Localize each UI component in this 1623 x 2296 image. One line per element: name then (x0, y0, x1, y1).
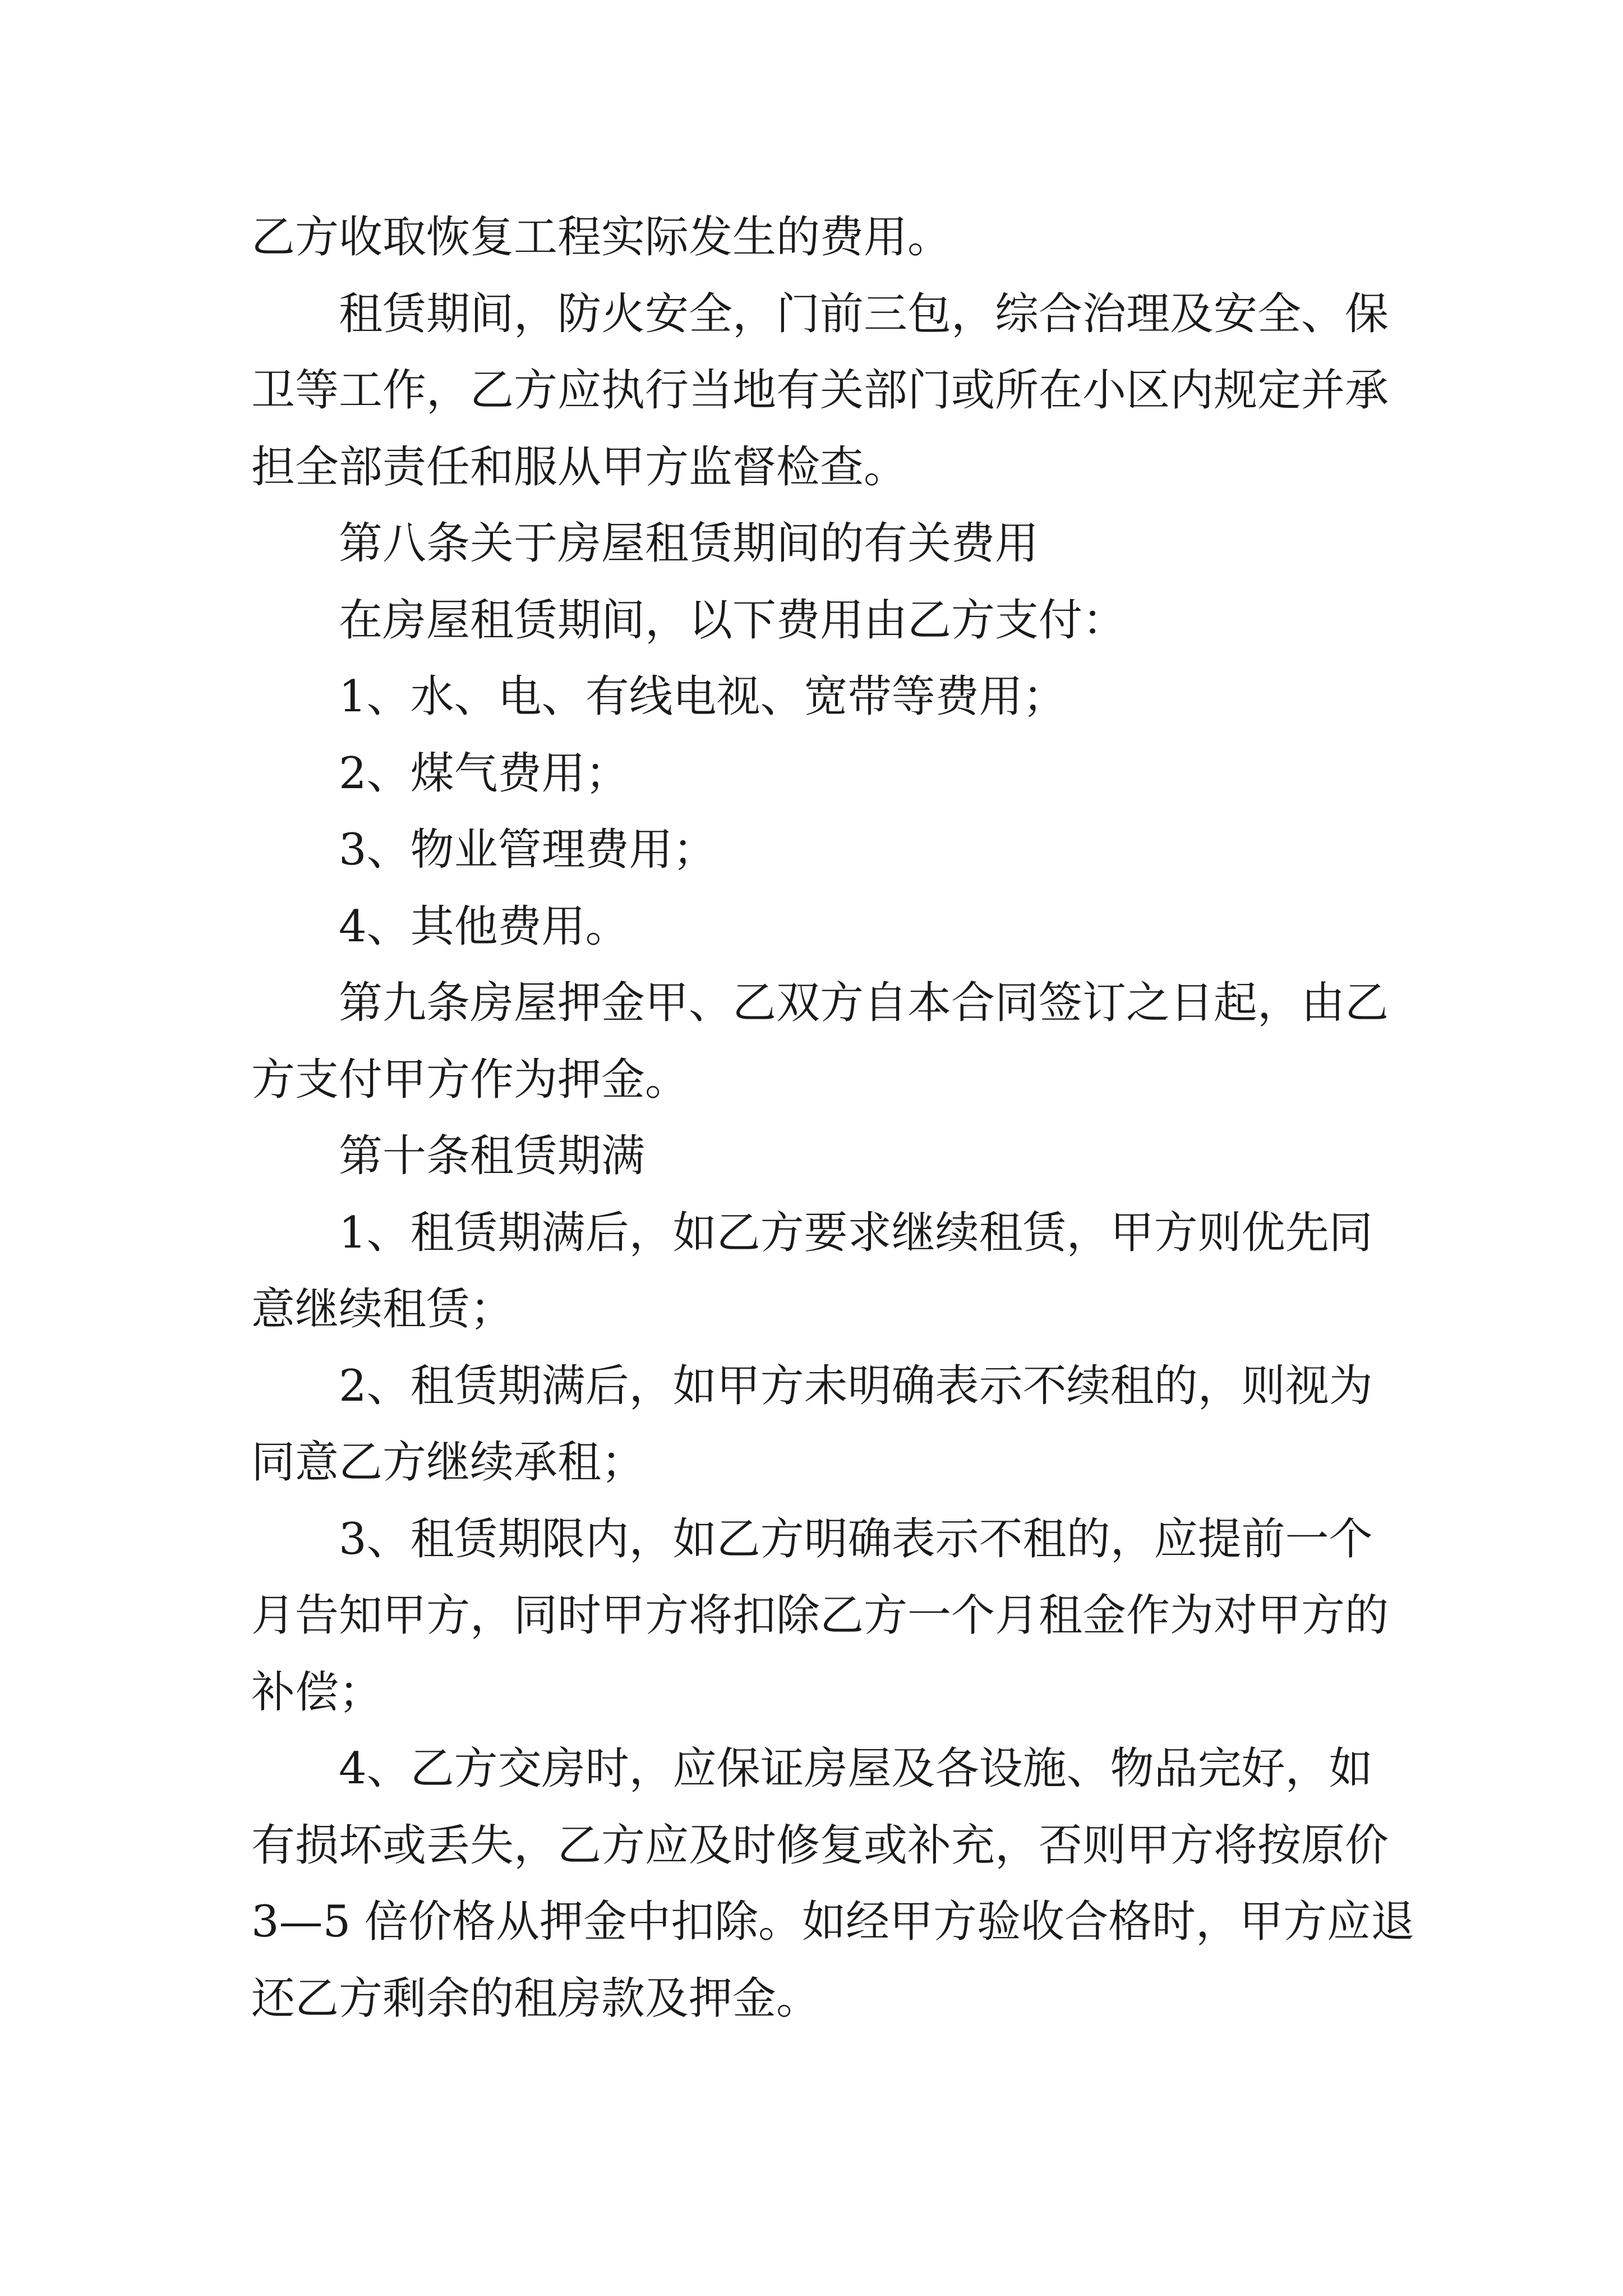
section-heading: 第八条关于房屋租赁期间的有关费用 (339, 518, 1039, 569)
text-line: 还乙方剩余的租房款及押金。 (251, 1973, 820, 2024)
list-item: 1、租赁期满后，如乙方要求继续租赁，甲方则优先同 (339, 1207, 1373, 1258)
list-item: 2、煤气费用； (339, 748, 629, 799)
list-item: 4、乙方交房时，应保证房屋及各设施、物品完好，如 (339, 1743, 1373, 1794)
list-item: 3、租赁期限内，如乙方明确表示不租的，应提前一个 (339, 1513, 1373, 1565)
list-item: 3、物业管理费用； (339, 825, 717, 875)
list-item: 1、水、电、有线电视、宽带等费用； (339, 671, 1067, 722)
text-line: 3—5 倍价格从押金中扣除。如经甲方验收合格时，甲方应退 (251, 1897, 1415, 1947)
text-line: 在房屋租赁期间，以下费用由乙方支付： (339, 595, 1127, 646)
text-line: 乙方收取恢复工程实际发生的费用。 (251, 212, 952, 263)
text-line: 有损坏或丢失，乙方应及时修复或补充，否则甲方将按原价 (251, 1820, 1389, 1871)
document-body (251, 199, 1415, 2037)
text-line: 方支付甲方作为押金。 (251, 1054, 689, 1105)
text-line: 月告知甲方，同时甲方将扣除乙方一个月租金作为对甲方的 (251, 1590, 1389, 1641)
text-line: 同意乙方继续承租； (251, 1437, 645, 1488)
text-line: 卫等工作，乙方应执行当地有关部门或所在小区内规定并承 (251, 365, 1389, 416)
text-line: 意继续租赁； (251, 1284, 514, 1335)
text-line: 补偿； (251, 1667, 383, 1718)
text-line: 租赁期间，防火安全，门前三包，综合治理及安全、保 (339, 288, 1389, 339)
list-item: 2、租赁期满后，如甲方未明确表示不续租的，则视为 (339, 1360, 1373, 1411)
section-heading: 第十条租赁期满 (339, 1131, 645, 1181)
list-item: 4、其他费用。 (339, 901, 629, 952)
text-line: 担全部责任和服从甲方监督检查。 (251, 441, 908, 493)
section-heading: 第九条房屋押金甲、乙双方自本合同签订之日起，由乙 (339, 978, 1389, 1028)
